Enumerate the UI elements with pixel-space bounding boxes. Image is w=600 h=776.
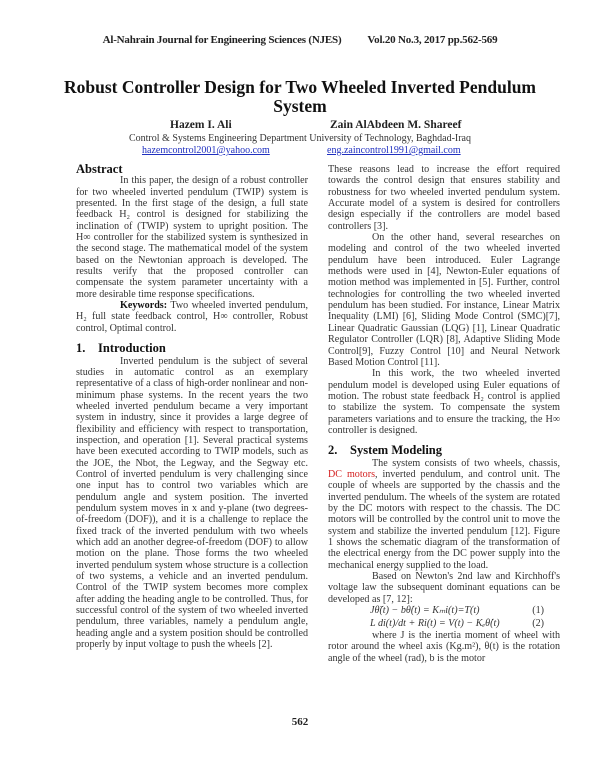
author-name: Hazem I. Ali bbox=[170, 119, 232, 131]
section-heading-introduction: 1. Introduction bbox=[76, 341, 166, 356]
email-link[interactable]: hazemcontrol2001@yahoo.com bbox=[142, 145, 270, 156]
keywords bbox=[76, 300, 308, 334]
right-column bbox=[328, 164, 560, 664]
equation-2: L di(t)/dt + Ri(t) = V(t) − Kₑθ̇(t) (2) bbox=[370, 617, 544, 629]
affiliation: Control & Systems Engineering Department University of Technology, Baghdad-Iraq bbox=[128, 133, 471, 144]
author-name: Zain AlAbdeen M. Shareef bbox=[330, 119, 462, 131]
modeling-paragraph: Based on Newton's 2nd law and Kirchhoff's voltage law the subsequent dominant equations can be developed as [7, 12]: bbox=[328, 571, 560, 605]
highlighted-term: DC motors bbox=[328, 468, 375, 480]
modeling-paragraph: where J is the inertia moment of wheel with rotor around the wheel axis (Kg.m²), θ(t) is the rotation angle of the wheel (rad), b is the motor bbox=[328, 630, 560, 664]
running-header bbox=[0, 34, 600, 46]
volume-info: Vol.20 No.3, 2017 pp.562-569 bbox=[367, 34, 498, 46]
modeling-paragraph: The system consists of two wheels, chassis, DC motors, inverted pendulum, and control unit. The couple of wheels are supported by the chassis and the inverted pendulum. The wheels of the system are rotated by the DC motors with respect to the chassis. The DC motors will be controlled by the control unit to move the system and stabilize the inverted pendulum [12]. Figure 1 shows the schematic diagram of the transformation of the electrical energy from the DC power supply into the mechanical energy supplied to the load. bbox=[328, 457, 560, 571]
left-column bbox=[76, 164, 308, 650]
intro-paragraph: Inverted pendulum is the subject of several studies in automatic control as an exemplary representative of a class of high-order nonlinear and non-minimum phase systems. In the recent years the two wheeled inverted pendulum became a very important system in industry, since it provides a large degree of flexibility and efficiency with respect to transportation, inspection, and operation [1]. Several practical systems have been executed according to TWIP models, such as the JOE, the Nbot, the Legway, and the Segway etc. Control of inverted pendulum is very challenging since one input has to control two variables which are pendulum angle and system position. The inverted pendulum system moves in x and y-plane (two degrees-of-freedom (DOF)), and it is a challenge to replace the fixed track of the inverted pendulum with two wheels which add an another degree-of-freedom (DOF) to allow motion on the plane. Those forms the two wheeled inverted pendulum system whose structure is a collection of two systems, a vehicle and an inverted pendulum. Control of the TWIP system becomes more complex after adding the heading angle to be controlled. Thus, for successful control of the system of two wheeled inverted pendulum, three variables, namely a pendulum angle, heading angle and a system position should be controlled properly by input voltage to push the wheels [2]. bbox=[76, 355, 308, 651]
intro-paragraph: On the other hand, several researches on modeling and control of the two wheeled inverted pendulum have been introduced. Euler Lagrange methods were used in [4], Newton-Euler equations of motion method was implemented in [5]. Further, control technologies for controlling the two wheeled inverted pendulum has been studied. For instance, Linear Matrix Inequality (LMI) [6], Sliding Mode Control (SMC)[7], Linear Quadratic Gaussian (LQG) [1], Linear Quadratic Regulator Controller (LQR) [8], Adaptive Sliding Mode Control[9], Fuzzy Control [10] and Neural Network Based Motion Control [11]. bbox=[328, 232, 560, 368]
page-number: 562 bbox=[291, 716, 309, 728]
keywords-label: Keywords: bbox=[120, 300, 168, 312]
paper-title: Robust Controller Design for Two Wheeled Inverted Pendulum System bbox=[63, 77, 537, 116]
equation-number: (2) bbox=[532, 617, 544, 629]
keywords-text: Two wheeled inverted pendulum, H₂ full state feedback control, H∞ controller, Robust control, Optimal control. bbox=[76, 300, 309, 334]
intro-paragraph: These reasons lead to increase the effort required towards the control design that ensures stability and robustness for two wheeled inverted pendulum system. Accurate model of a system is desired for controllers design especially if the controllers are model based controllers [3]. bbox=[328, 164, 560, 232]
equation-number: (1) bbox=[532, 605, 544, 617]
journal-name: Al-Nahrain Journal for Engineering Sciences (NJES) bbox=[102, 34, 342, 46]
email-link[interactable]: eng.zaincontrol1991@gmail.com bbox=[327, 145, 461, 156]
abstract-text: In this paper, the design of a robust controller for two wheeled inverted pendulum (TWIP) system is presented. In the first stage of the design, a full state feedback H₂ control is designed for stabilizing the inclination of (TWIP) system to upright position. The H∞ controller for the stabilized system is synthesized in the second stage. The mathematical model of the system based on the Newtonian approach is developed. The results verify that the proposed controller can compensate the system parameter uncertainty with a more desirable time response specifications. bbox=[76, 175, 308, 300]
intro-paragraph: In this work, the two wheeled inverted pendulum model is developed using Euler equations of motion. The robust state feedback H₂ control is applied to stabilize the system. To compensate the system parameters variations and to ensure the tracking, the H∞ controller is designed. bbox=[328, 368, 560, 436]
equation-1: Jθ̈(t) − bθ̇(t) = Kₘi(t)=T(t) (1) bbox=[370, 605, 544, 617]
abstract-heading: Abstract bbox=[76, 162, 123, 176]
section-heading-system-modeling: 2. System Modeling bbox=[328, 443, 443, 458]
